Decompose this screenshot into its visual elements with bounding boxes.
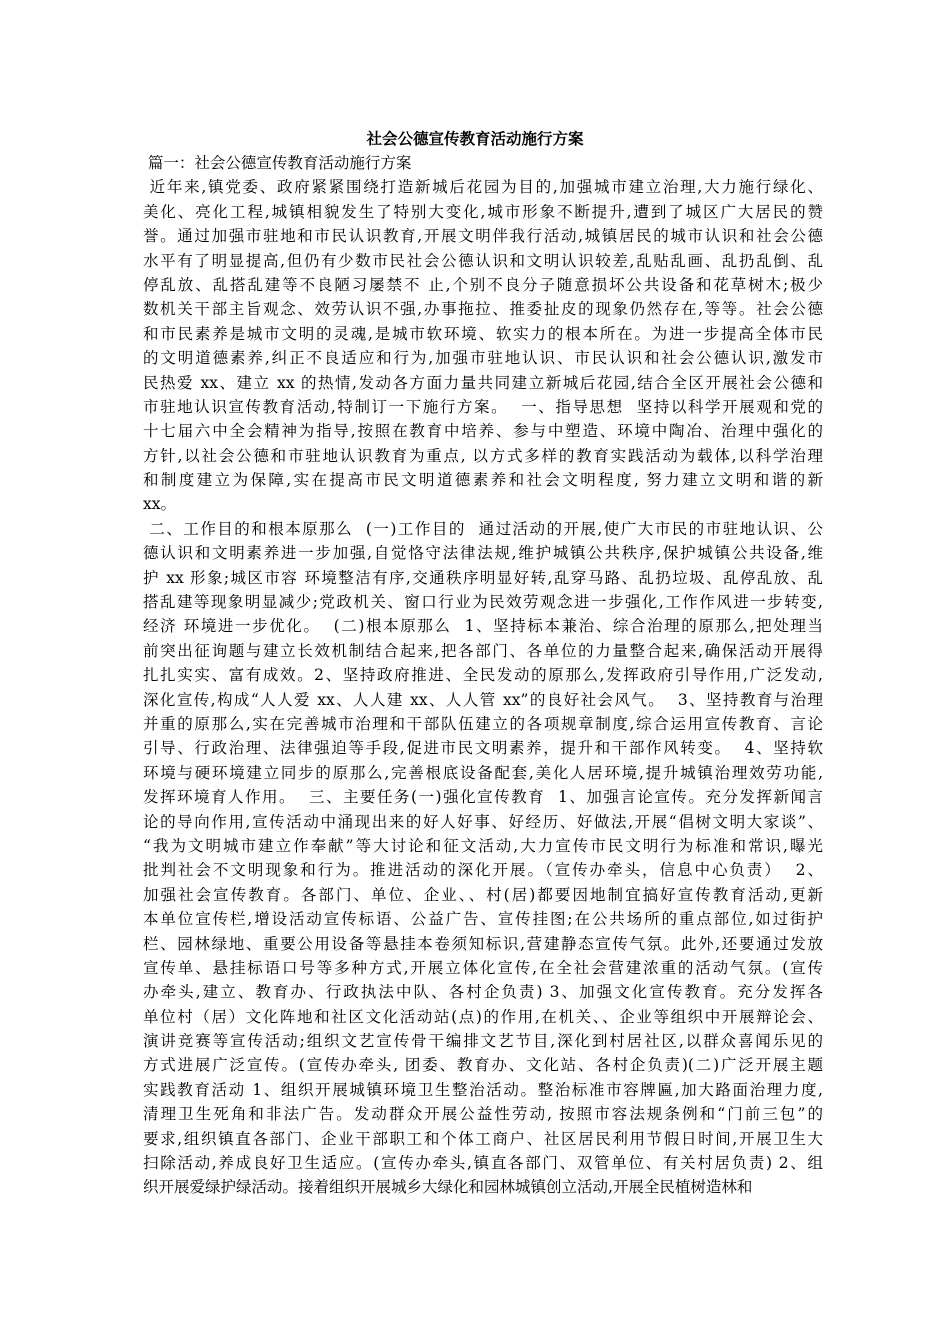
body-text-line: 论的导向作用,宣传活动中涌现出来的好人好事、好经历、好做法,开展“倡树文明大家谈”、 xyxy=(143,812,823,831)
body-text-line: 批判社会不文明现象和行为。推进活动的深化开展。（宣传办牵头，信息中心负责） 2、 xyxy=(143,861,823,880)
body-text-line: 市驻地认识宣传教育活动,特制订一下施行方案。 一、指导思想 坚持以科学开展观和党的 xyxy=(143,397,823,416)
document-body xyxy=(143,151,823,1200)
body-text-line: 清理卫生死角和非法广告。发动群众开展公益性劳动, 按照市容法规条例和“门前三包”的 xyxy=(143,1105,823,1124)
body-text-line: 环境与硬环境建立同步的原那么,完善根底设备配套,美化人居环境,提升城镇治理效劳功能, xyxy=(143,763,823,782)
body-text-line: 加强社会宣传教育。各部门、单位、企业、、村(居)都要因地制宜搞好宣传教育活动,更新 xyxy=(143,885,823,904)
body-text-line: 深化宣传,构成“人人爱 xx、人人建 xx、人人管 xx”的良好社会风气。 3、坚持教育与治理 xyxy=(143,690,823,709)
body-text-line: 的文明道德素养,纠正不良适应和行为,加强市驻地认识、市民认识和社会公德认识,激发市 xyxy=(143,349,823,368)
body-text-line: 办牵头,建立、教育办、行政执法中队、各村企负责) 3、加强文化宣传教育。充分发挥各 xyxy=(143,983,823,1002)
body-text-line: “我为文明城市建立作奉献”等大讨论和征文活动,大力宣传市民文明行为标准和常识,曝光 xyxy=(143,836,823,855)
body-text-line: 二、工作目的和根本原那么 (一)工作目的 通过活动的开展,使广大市民的市驻地认识、公 xyxy=(143,519,823,538)
body-text-line: 宣传单、悬挂标语口号等多种方式,开展立体化宣传,在全社会营建浓重的活动气氛。(宣传 xyxy=(143,958,823,977)
body-text-line: 和市民素养是城市文明的灵魂,是城市软环境、软实力的根本所在。为进一步提高全体市民 xyxy=(143,324,823,343)
body-text-line: 实践教育活动 1、组织开展城镇环境卫生整治活动。整治标准市容牌匾,加大路面治理力度, xyxy=(143,1080,823,1099)
body-text-line: 前突出征询题与建立长效机制结合起来,把各部门、各单位的力量整合起来,确保活动开展得 xyxy=(143,641,823,660)
body-text-line: 美化、亮化工程,城镇相貌发生了特别大变化,城市形象不断提升,遭到了城区广大居民的赞 xyxy=(143,202,823,221)
body-text-line: 织开展爱绿护绿活动。接着组织开展城乡大绿化和园林城镇创立活动,开展全民植树造林和 xyxy=(143,1178,753,1197)
body-text-line: 扫除活动,养成良好卫生适应。(宣传办牵头,镇直各部门、双管单位、有关村居负责) 2、组 xyxy=(143,1154,823,1173)
body-text-line: 方针,以社会公德和市驻地认识教育为重点, 以方式多样的教育实践活动为载体,以科学治理 xyxy=(143,446,823,465)
body-text-line: 单位村（居）文化阵地和社区文化活动站(点)的作用,在机关、、企业等组织中开展辩论会、 xyxy=(143,1007,823,1026)
body-text-line: 和制度建立为保障,实在提高市民文明道德素养和社会文明程度, 努力建立文明和谐的新 xyxy=(143,471,823,490)
body-text-line: 发挥环境育人作用。 三、主要任务(一)强化宣传教育 1、加强言论宣传。充分发挥新闻言 xyxy=(143,788,823,807)
body-text-line: 引导、行政治理、法律强迫等手段,促进市民文明素养，提升和干部作风转变。 4、坚持软 xyxy=(143,739,823,758)
body-text-line: 扎扎实实、富有成效。2、坚持政府推进、全民发动的原那么,发挥政府引导作用,广泛发动, xyxy=(143,666,823,685)
body-text-line: 德认识和文明素养进一步加强,自觉恪守法律法规,维护城镇公共秩序,保护城镇公共设备,维 xyxy=(143,544,823,563)
body-text-line: 本单位宣传栏,增设活动宣传标语、公益广告、宣传挂图;在公共场所的重点部位,如过街护 xyxy=(143,910,823,929)
body-text-line: 要求,组织镇直各部门、企业干部职工和个体工商户、社区居民利用节假日时间,开展卫生大 xyxy=(143,1129,823,1148)
body-text-line: 栏、园林绿地、重要公用设备等悬挂本卷须知标识,营建静态宣传气氛。此外,还要通过发放 xyxy=(143,934,823,953)
body-text-line: 民热爱 xx、建立 xx 的热情,发动各方面力量共同建立新城后花园,结合全区开展社会公德和 xyxy=(143,373,823,392)
body-text-line: 搭乱建等现象明显减少;党政机关、窗口行业为民效劳观念进一步强化,工作作风进一步转变, xyxy=(143,593,823,612)
body-text-line: 方式进展广泛宣传。(宣传办牵头, 团委、教育办、文化站、各村企负责)(二)广泛开展主题 xyxy=(143,1056,823,1075)
body-text-line: 数机关干部主旨观念、效劳认识不强,办事拖拉、推委扯皮的现象仍然存在,等等。社会公德 xyxy=(143,300,823,319)
body-text-line: 演讲竞赛等宣传活动;组织文艺宣传骨干编排文艺节目,深化到村居社区,以群众喜闻乐见的 xyxy=(143,1032,823,1051)
body-text-line: 近年来,镇党委、政府紧紧围绕打造新城后花园为目的,加强城市建立治理,大力施行绿化、 xyxy=(143,178,823,197)
document-title: 社会公德宣传教育活动施行方案 xyxy=(366,129,584,148)
body-text-line: 停乱放、乱搭乱建等不良陋习屡禁不 止,个别不良分子随意损坏公共设备和花草树木;极少 xyxy=(143,275,823,294)
body-text-line: 篇一：社会公德宣传教育活动施行方案 xyxy=(143,154,412,172)
body-text-line: 水平有了明显提高,但仍有少数市民社会公德认识和文明认识较差,乱贴乱画、乱扔乱倒、乱 xyxy=(143,251,823,270)
body-text-line: xx。 xyxy=(143,495,176,514)
body-text-line: 并重的原那么,实在完善城市治理和干部队伍建立的各项规章制度,综合运用宣传教育、言论 xyxy=(143,714,823,733)
body-text-line: 护 xx 形象;城区市容 环境整洁有序,交通秩序明显好转,乱穿马路、乱扔垃圾、乱停乱放、乱 xyxy=(143,568,823,587)
body-text-line: 十七届六中全会精神为指导,按照在教育中培养、参与中塑造、环境中陶冶、治理中强化的 xyxy=(143,422,823,441)
body-text-line: 经济 环境进一步优化。 (二)根本原那么 1、坚持标本兼治、综合治理的原那么,把处理当 xyxy=(143,617,823,636)
body-text-line: 誉。通过加强市驻地和市民认识教育,开展文明伴我行活动,城镇居民的城市认识和社会公德 xyxy=(143,227,823,246)
